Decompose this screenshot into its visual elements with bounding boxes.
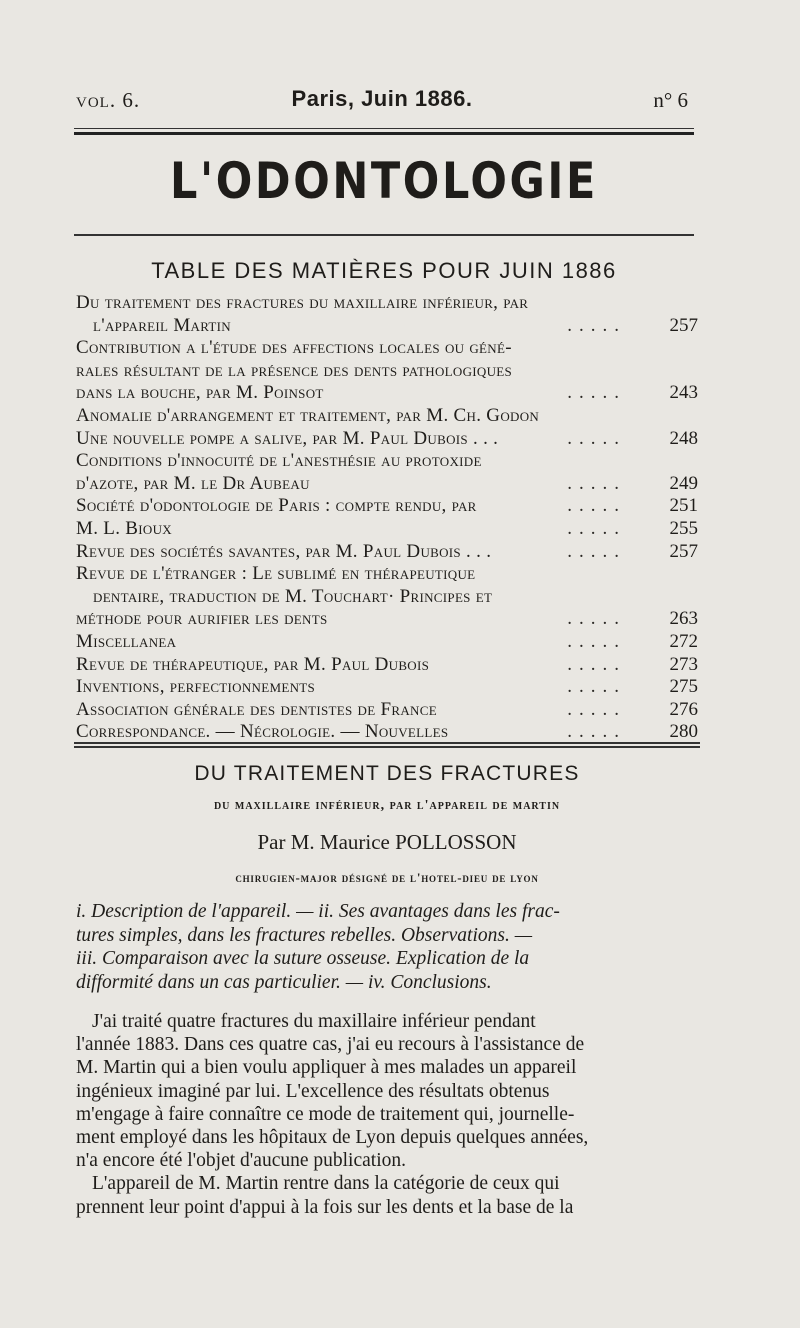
toc-row [76,405,698,428]
toc-entry-text: Anomalie d'arrangement et traitement, par M. Ch. Godon [76,404,540,426]
toc-row [76,631,698,654]
toc-entry-text: Revue des sociétés savantes, par M. Paul Dubois . . . [76,540,492,562]
body-line: prennent leur point d'appui à la fois sur les dents et la base de la [76,1196,574,1218]
article-body [76,1010,688,1219]
toc-entry-text: Miscellanea [76,630,177,652]
summary-line: difformité dans un cas particulier. — iv. Conclusions. [76,971,492,993]
toc-entry-text: M. L. Bioux [76,517,172,539]
toc-page-number: 257 [669,314,698,336]
toc-leader-dots: ..... [567,314,626,336]
summary-line: iii. Comparaison avec la suture osseuse. Explication de la [76,948,530,969]
toc-leader-dots: ..... [567,630,626,652]
toc-entry-text: Revue de thérapeutique, par M. Paul Dubois [76,653,430,675]
toc-page-number: 243 [669,382,698,404]
body-line: ment employé dans les hôpitaux de Lyon depuis quelques années, [76,1126,589,1148]
body-line: m'engage à faire connaître ce mode de traitement qui, journelle- [76,1103,575,1125]
toc-row [76,721,698,744]
toc-page-number: 248 [669,427,698,449]
toc-entry-text: méthode pour aurifier les dents [76,608,328,630]
toc-row [76,586,698,609]
toc-entry-text: Contribution a l'étude des affections locales ou géné- [76,337,512,359]
toc-page-number: 249 [669,472,698,494]
toc-row [76,699,698,722]
place-date: Paris, Juin 1886. [291,86,473,111]
toc-entry-text: Du traitement des fractures du maxillaire inférieur, par [76,292,529,313]
table-of-contents [76,292,698,744]
body-line: J'ai traité quatre fractures du maxillaire inférieur pendant [92,1011,536,1032]
toc-entry-text: Une nouvelle pompe a salive, par M. Paul Dubois . . . [76,427,499,449]
article-author: Par M. Maurice POLLOSSON [257,830,517,854]
toc-leader-dots: ..... [567,472,626,494]
toc-leader-dots: ..... [567,653,626,675]
toc-entry-text: Correspondance. — Nécrologie. — Nouvelles [76,721,449,743]
toc-entry-text: Société d'odontologie de Paris : compte rendu, par [76,495,477,517]
toc-row [76,337,698,360]
article-summary [76,900,688,994]
toc-leader-dots: ..... [567,517,626,539]
toc-entry-text: d'azote, par M. le Dr Aubeau [76,472,310,494]
toc-row [76,473,698,496]
toc-entry-text: dentaire, traduction de M. Touchart· Principes et [93,585,493,607]
toc-leader-dots: ..... [567,382,626,404]
toc-row [76,428,698,451]
toc-page-number: 263 [669,608,698,630]
toc-row [76,654,698,677]
author-affiliation: chirugien-major désigné de l'hotel-dieu de lyon [235,870,539,885]
journal-title: L'ODONTOLOGIE [170,152,598,210]
toc-leader-dots: ..... [567,495,626,517]
toc-row [76,563,698,586]
toc-leader-dots: ..... [567,608,626,630]
toc-row [76,518,698,541]
toc-row [76,315,698,338]
toc-page-number: 255 [669,517,698,539]
toc-page-number: 273 [669,653,698,675]
title-rule [74,234,694,236]
toc-page-number: 251 [669,495,698,517]
volume-label: vol. 6. [76,88,141,112]
toc-heading: TABLE DES MATIÈRES POUR JUIN 1886 [151,258,617,283]
summary-line: tures simples, dans les fractures rebelles. Observations. — [76,924,533,946]
toc-page-number: 275 [669,676,698,698]
toc-page-number: 272 [669,630,698,652]
toc-entry-text: Conditions d'innocuité de l'anesthésie au protoxide [76,450,482,472]
article-subtitle: du maxillaire inférieur, par l'appareil de martin [213,798,561,813]
toc-entry-text: Revue de l'étranger : Le sublimé en thérapeutique [76,563,476,585]
issue-number: n° 6 [653,88,688,112]
running-header [76,88,688,118]
toc-row [76,292,698,315]
toc-leader-dots: ..... [567,676,626,698]
body-line: L'appareil de M. Martin rentre dans la catégorie de ceux qui [92,1173,560,1195]
toc-entry-text: rales résultant de la présence des dents pathologiques [76,359,513,381]
toc-entry-text: l'appareil Martin [93,314,231,336]
toc-row [76,541,698,564]
article-title: DU TRAITEMENT DES FRACTURES [194,762,580,785]
toc-end-rule [74,742,700,748]
toc-row [76,495,698,518]
toc-entry-text: Inventions, perfectionnements [76,676,316,698]
body-line: l'année 1883. Dans ces quatre cas, j'ai eu recours à l'assistance de [76,1034,585,1056]
toc-row [76,360,698,383]
body-line: n'a encore été l'objet d'aucune publication. [76,1150,406,1172]
body-line: M. Martin qui a bien voulu appliquer à mes malades un appareil [76,1057,577,1079]
toc-entry-text: dans la bouche, par M. Poinsot [76,382,324,404]
summary-line: i. Description de l'appareil. — ii. Ses avantages dans les frac- [76,901,560,922]
body-line: ingénieux imaginé par lui. L'excellence des résultats obtenus [76,1080,550,1102]
toc-page-number: 276 [669,698,698,720]
toc-leader-dots: ..... [567,721,626,743]
toc-row [76,676,698,699]
toc-leader-dots: ..... [567,698,626,720]
header-rule [74,128,694,135]
toc-leader-dots: ..... [567,427,626,449]
toc-leader-dots: ..... [567,540,626,562]
toc-entry-text: Association générale des dentistes de France [76,698,437,720]
toc-row [76,382,698,405]
toc-page-number: 280 [669,721,698,743]
toc-row [76,450,698,473]
toc-page-number: 257 [669,540,698,562]
toc-row [76,608,698,631]
